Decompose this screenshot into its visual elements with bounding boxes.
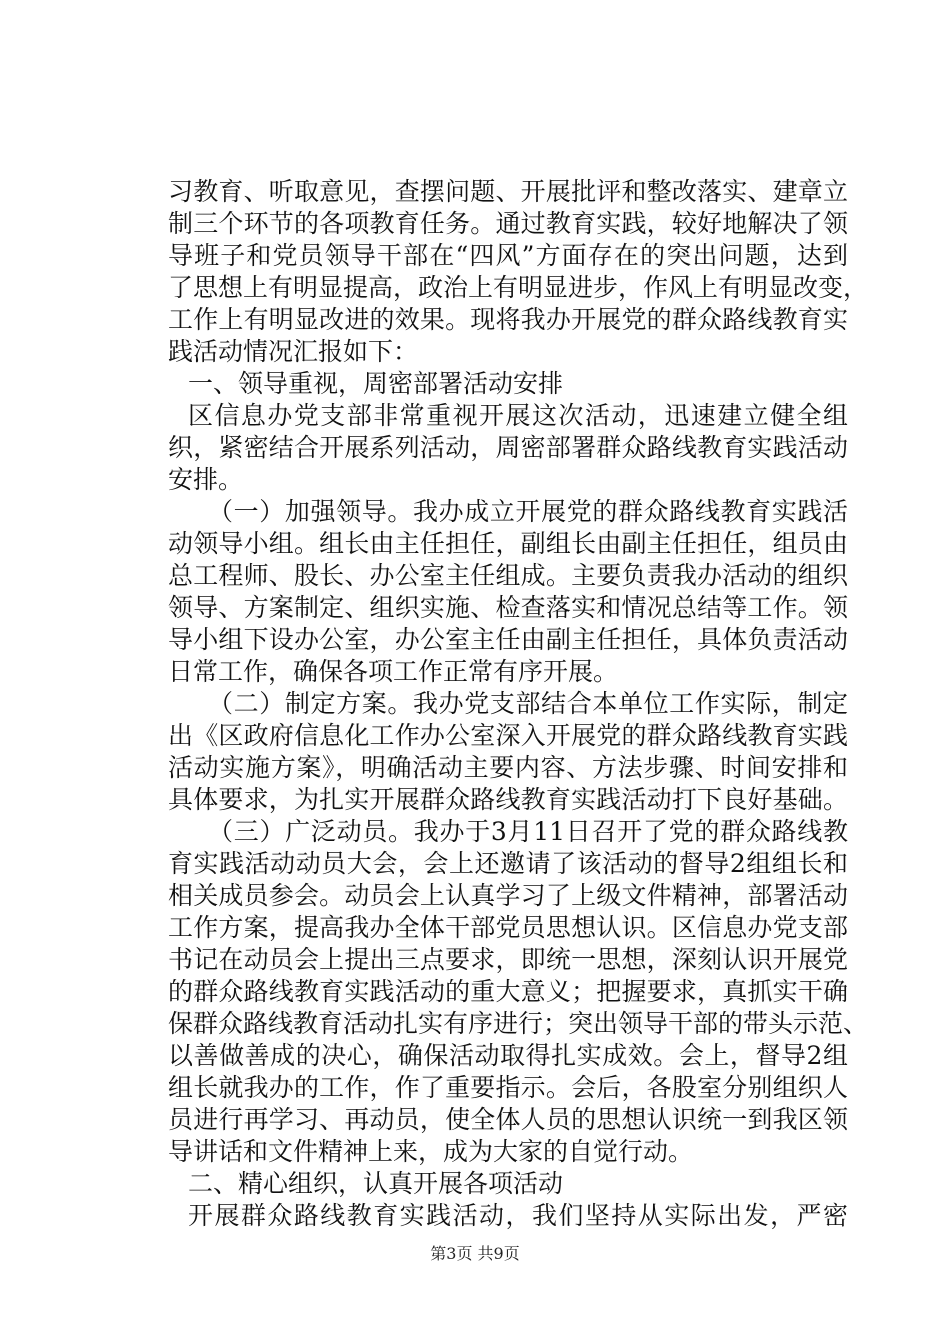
text-line: 导小组下设办公室，办公室主任由副主任担任，具体负责活动 (168, 625, 848, 654)
text-line: （三）广泛动员。我办于3月11日召开了党的群众路线教 (208, 817, 848, 846)
text-line: 工作方案，提高我办全体干部党员思想认识。区信息办党支部 (168, 913, 848, 942)
document-body (168, 176, 869, 1232)
text-line: 织，紧密结合开展系列活动，周密部署群众路线教育实践活动 (168, 433, 848, 462)
text-line: 出《区政府信息化工作办公室深入开展党的群众路线教育实践 (168, 721, 848, 750)
text-line: 具体要求，为扎实开展群众路线教育实践活动打下良好基础。 (168, 785, 848, 814)
text-line: 的群众路线教育实践活动的重大意义；把握要求，真抓实干确 (168, 977, 848, 1006)
text-line: 相关成员参会。动员会上认真学习了上级文件精神，部署活动 (168, 881, 848, 910)
text-line: 动领导小组。组长由主任担任，副组长由副主任担任，组员由 (168, 529, 848, 558)
text-line: 以善做善成的决心，确保活动取得扎实成效。会上，督导2组 (168, 1041, 848, 1070)
text-line: 开展群众路线教育实践活动，我们坚持从实际出发，严密 (188, 1201, 848, 1230)
text-line: 安排。 (168, 465, 244, 494)
text-line: 践活动情况汇报如下： (168, 337, 419, 366)
text-line: 保群众路线教育活动扎实有序进行；突出领导干部的带头示范、 (168, 1009, 869, 1038)
page-number: 第3页 共9页 (430, 1244, 520, 1263)
text-line: 区信息办党支部非常重视开展这次活动，迅速建立健全组 (188, 401, 848, 430)
text-line: 了思想上有明显提高，政治上有明显进步，作风上有明显改变， (168, 273, 869, 302)
text-line: 活动实施方案》，明确活动主要内容、方法步骤、时间安排和 (168, 753, 848, 782)
text-line: 制三个环节的各项教育任务。通过教育实践，较好地解决了领 (168, 209, 848, 238)
text-line: 总工程师、股长、办公室主任组成。主要负责我办活动的组织 (168, 561, 848, 590)
text-line: 工作上有明显改进的效果。现将我办开展党的群众路线教育实 (168, 305, 848, 334)
text-line: 领导、方案制定、组织实施、检查落实和情况总结等工作。领 (168, 593, 848, 622)
text-line: 导班子和党员领导干部在“四风”方面存在的突出问题，达到 (168, 241, 848, 270)
text-line: 育实践活动动员大会，会上还邀请了该活动的督导2组组长和 (168, 849, 848, 878)
text-line: 员进行再学习、再动员，使全体人员的思想认识统一到我区领 (168, 1105, 848, 1134)
section-heading: 一、领导重视，周密部署活动安排 (188, 369, 564, 398)
section-heading: 二、精心组织，认真开展各项活动 (188, 1169, 564, 1198)
text-line: （二）制定方案。我办党支部结合本单位工作实际，制定 (208, 689, 848, 718)
text-line: 导讲话和文件精神上来，成为大家的自觉行动。 (168, 1137, 694, 1166)
text-line: （一）加强领导。我办成立开展党的群众路线教育实践活 (208, 497, 848, 526)
text-line: 书记在动员会上提出三点要求，即统一思想，深刻认识开展党 (168, 945, 848, 974)
text-line: 习教育、听取意见，查摆问题、开展批评和整改落实、建章立 (168, 177, 848, 206)
text-line: 组长就我办的工作，作了重要指示。会后，各股室分别组织人 (168, 1073, 848, 1102)
text-line: 日常工作，确保各项工作正常有序开展。 (168, 657, 619, 686)
